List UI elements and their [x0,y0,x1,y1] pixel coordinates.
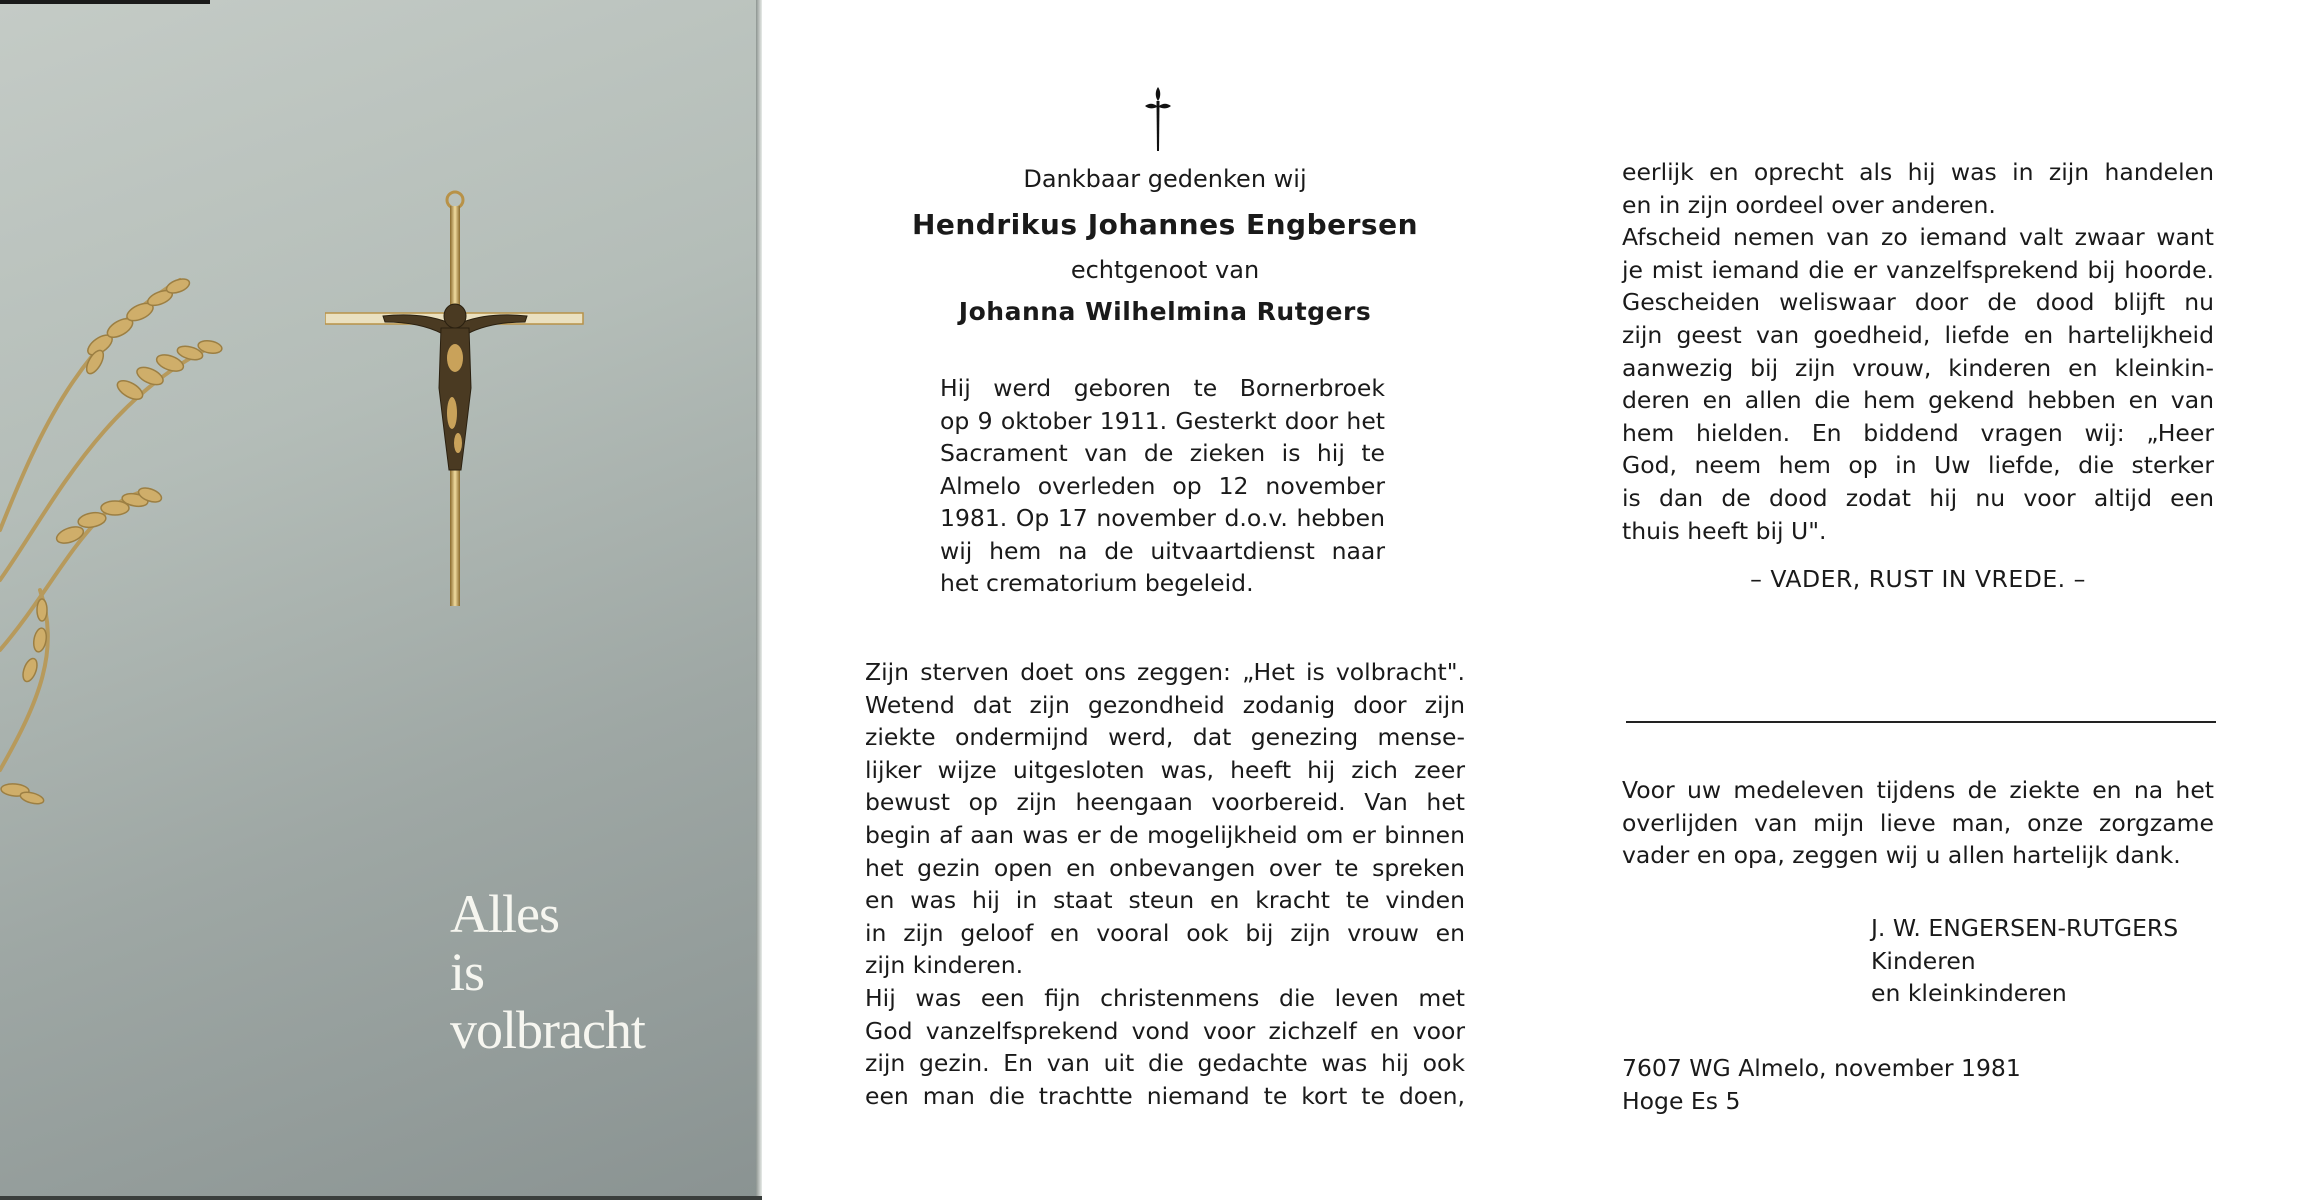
family-signature [1871,912,2178,1010]
cover-title-line: is [450,942,485,1002]
bio-line: Sacrament van de zieken is hij te [940,439,1385,467]
tribute-line: zijn geest van goedheid, liefde en hartelijkheid [1622,320,2214,349]
tribute-line: Wetend dat zijn gezondheid zodanig door zijn [865,690,1465,719]
cover-title [450,885,645,1059]
crucifix-illustration [325,188,585,608]
address-line: Hoge Es 5 [1622,1086,1741,1115]
cross-icon [1143,85,1173,153]
cover-title-line: Alles [450,884,559,944]
tribute-line: hem hielden. En biddend vragen wij: „Heer [1622,418,2214,447]
tribute-line: in zijn geloof en vooral ook bij zijn vrouw en [865,918,1465,947]
tribute-line: Afscheid nemen van zo iemand valt zwaar want [1622,223,2214,252]
tribute-line: zijn kinderen. [865,951,1024,980]
signature-line: J. W. ENGERSEN-RUTGERS [1871,914,2179,942]
cover-bottom-edge [0,1196,762,1200]
tribute-line: Gescheiden weliswaar door de dood blijft nu [1622,288,2214,317]
tribute-line: en in zijn oordeel over anderen. [1622,190,1996,219]
tribute-line: een man die trachtte niemand te kort te doen, [865,1081,1465,1110]
wheat-stalks-illustration [0,250,260,870]
thanks-line: Voor uw medeleven tijdens de ziekte en na het [1622,776,2214,804]
tribute-line: bewust op zijn heengaan voorbereid. Van het [865,788,1465,817]
tribute-line: thuis heeft bij U". [1622,516,1827,545]
bio-line: op 9 oktober 1911. Gesterkt door het [940,406,1385,435]
tribute-line: God vanzelfsprekend vond voor zichzelf en voor [865,1016,1465,1045]
bio-line: Hij werd geboren te Bornerbroek [940,374,1385,402]
signature-line: Kinderen [1871,946,1976,975]
tribute-line: het gezin open en onbevangen over te spreken [865,853,1465,882]
tribute-line: deren en allen die hem gekend hebben en van [1622,386,2214,415]
thanks-line: vader en opa, zeggen wij u allen hartelijk dank. [1622,841,2181,870]
tribute-line: Hij was een fijn christenmens die leven met [865,983,1465,1012]
tribute-line: je mist iemand die er vanzelfsprekend bij hoorde. [1622,255,2214,284]
memorial-card-cover [0,0,762,1200]
cover-top-edge [0,0,210,4]
deceased-name: Hendrikus Johannes Engbersen [911,208,1419,241]
biography-paragraph [940,372,1385,600]
spouse-name: Johanna Wilhelmina Rutgers [958,297,1372,326]
divider-line [1626,721,2216,723]
tribute-line: aanwezig bij zijn vrouw, kinderen en kleinkin- [1622,353,2214,382]
intro-line: Dankbaar gedenken wij [1023,165,1307,193]
tribute-line: God, neem hem op in Uw liefde, die sterker [1622,451,2214,480]
tribute-line: zijn gezin. En van uit die gedachte was hij ook [865,1049,1465,1078]
tribute-line: lijker wijze uitgesloten was, heeft hij zich zeer [865,755,1465,784]
cover-title-line: volbracht [450,1000,645,1060]
bio-line: wij hem na de uitvaartdienst naar [940,536,1385,565]
tribute-continuation [1622,156,2214,547]
closing-phrase: – VADER, RUST IN VREDE. – [1750,565,2086,593]
tribute-line: eerlijk en oprecht als hij was in zijn handelen [1622,158,2214,186]
tribute-line: is dan de dood zodat hij nu voor altijd een [1622,483,2214,512]
bio-line: 1981. Op 17 november d.o.v. hebben [940,504,1385,532]
thanks-paragraph [1622,774,2214,872]
cover-edge [756,0,762,1200]
thanks-line: overlijden van mijn lieve man, onze zorgzame [1622,808,2214,837]
spouse-label: echtgenoot van [1070,256,1260,284]
address-block [1622,1052,2021,1117]
tribute-line: en was hij in staat steun en kracht te vinden [865,886,1465,915]
signature-line: en kleinkinderen [1871,979,2067,1008]
bio-line: Almelo overleden op 12 november [940,471,1385,500]
tribute-line: Zijn sterven doet ons zeggen: „Het is volbracht". [865,658,1465,686]
bio-line: het crematorium begeleid. [940,569,1254,597]
address-line: 7607 WG Almelo, november 1981 [1622,1054,2021,1082]
tribute-line: ziekte ondermijnd werd, dat genezing mense- [865,723,1465,752]
tribute-line: begin af aan was er de mogelijkheid om er binnen [865,820,1465,849]
tribute-text [865,656,1465,1112]
